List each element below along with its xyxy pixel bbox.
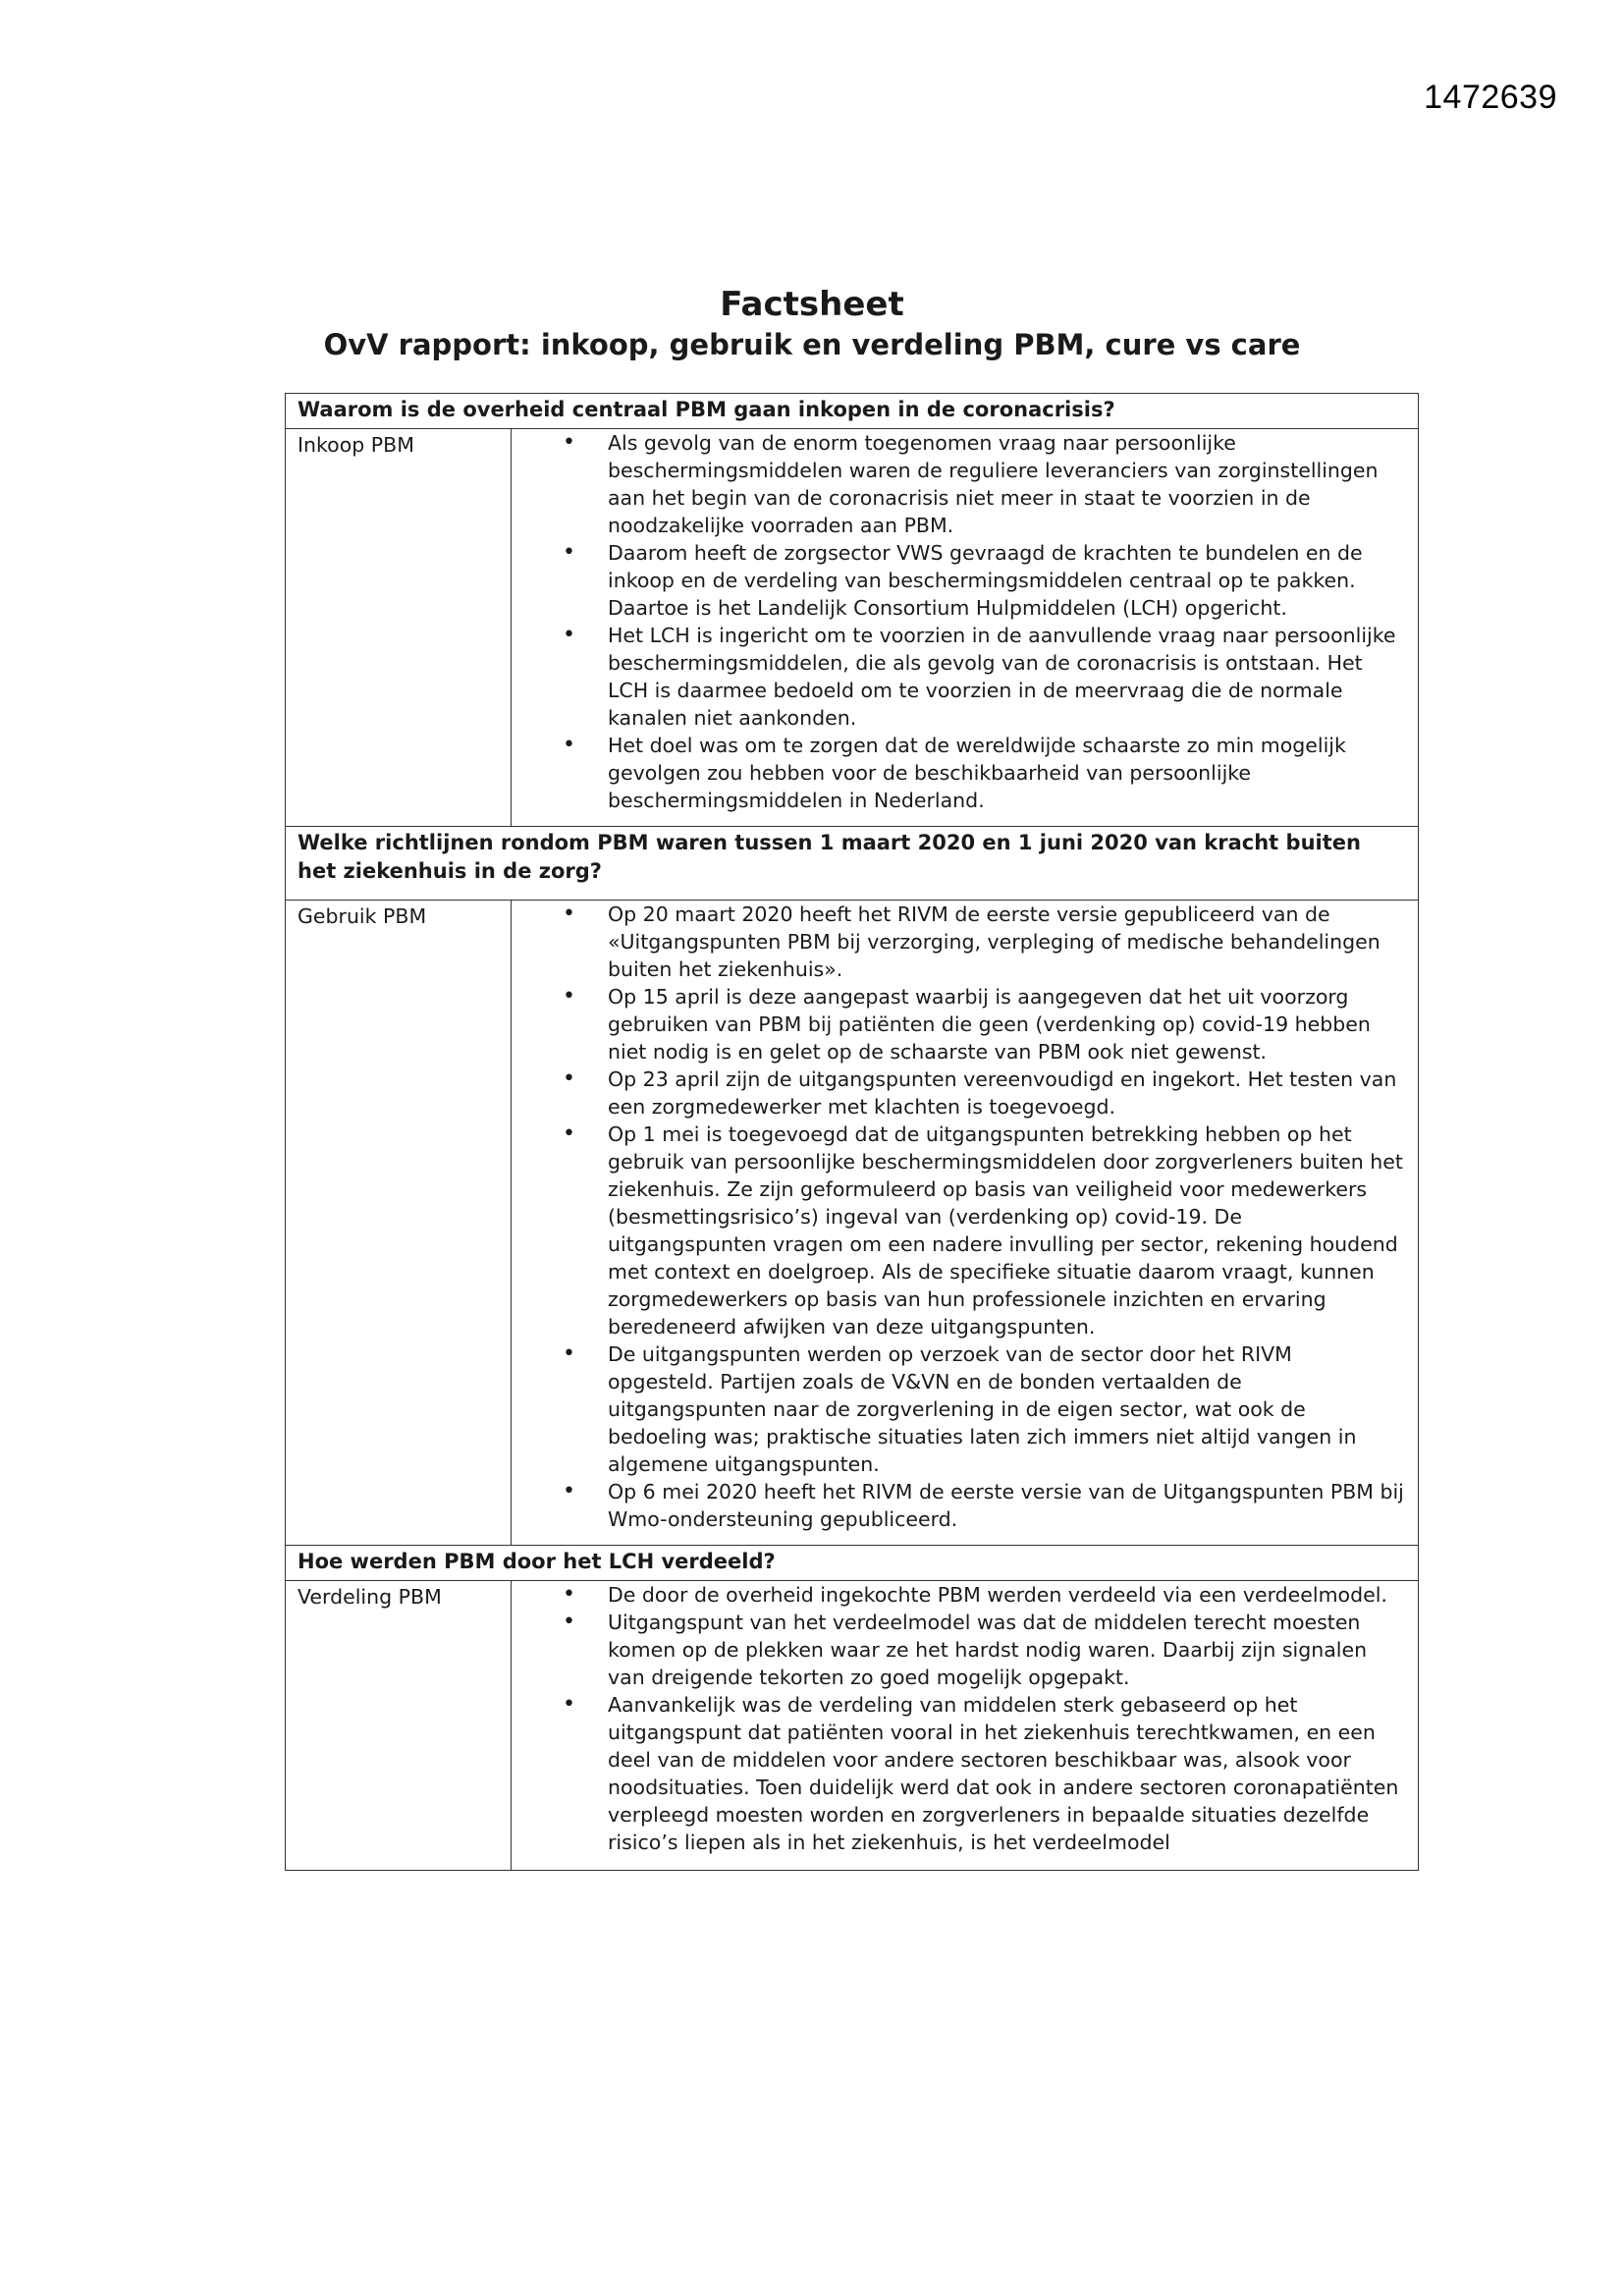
question-row [286,827,1419,901]
page-subtitle: OvV rapport: inkoop, gebruik en verdeling PBM, cure vs care [323,328,1301,361]
document-number: 1472639 [1424,79,1557,116]
bullet-list [512,901,1404,1533]
question-heading: Hoe werden PBM door het LCH verdeeld? [286,1546,1419,1581]
list-item: • Aanvankelijk was de verdeling van middelen sterk gebaseerd op het uitgangspunt dat patiënten vooral in het ziekenhuis terechtkwamen, en een deel van de middelen voor andere sectoren beschikbaar was, alsook voor noodsituaties. Toen duidelijk werd dat ook in andere sectoren coronapatiënten verpleegd moesten worden en zorgverleners in bepaalde situaties dezelfde risico’s liepen als in het ziekenhuis, is het verdeelmodel [512,1691,1404,1856]
topic-label: Gebruik PBM [286,901,512,1546]
question-row [286,394,1419,429]
list-item: • De door de overheid ingekochte PBM werden verdeeld via een verdeelmodel. [512,1581,1404,1609]
question-heading: Welke richtlijnen rondom PBM waren tussen 1 maart 2020 en 1 juni 2020 van kracht buiten het ziekenhuis in de zorg? [286,827,1419,901]
answer-row [286,429,1419,827]
answer-row [286,901,1419,1546]
list-item: • Daarom heeft de zorgsector VWS gevraagd de krachten te bundelen en de inkoop en de verdeling van beschermingsmiddelen centraal op te pakken. Daartoe is het Landelijk Consortium Hulpmiddelen (LCH) opgericht. [512,539,1404,622]
topic-label: Verdeling PBM [286,1581,512,1871]
question-heading: Waarom is de overheid centraal PBM gaan inkopen in de coronacrisis? [286,394,1419,429]
list-item: • Op 6 mei 2020 heeft het RIVM de eerste versie van de Uitgangspunten PBM bij Wmo-ondersteuning gepubliceerd. [512,1478,1404,1533]
title-block [0,285,1624,363]
factsheet-table [285,393,1419,1871]
list-item: • Op 23 april zijn de uitgangspunten vereenvoudigd en ingekort. Het testen van een zorgmedewerker met klachten is toegevoegd. [512,1066,1404,1121]
page-title: Factsheet [720,285,904,324]
answer-row [286,1581,1419,1871]
list-item: • Het LCH is ingericht om te voorzien in de aanvullende vraag naar persoonlijke beschermingsmiddelen, die als gevolg van de coronacrisis is ontstaan. Het LCH is daarmee bedoeld om te voorzien in de meervraag die de normale kanalen niet aankonden. [512,622,1404,732]
answer-content [512,429,1419,827]
list-item: • Op 1 mei is toegevoegd dat de uitgangspunten betrekking hebben op het gebruik van persoonlijke beschermingsmiddelen door zorgverleners buiten het ziekenhuis. Ze zijn geformuleerd op basis van veiligheid voor medewerkers (besmettingsrisico’s) ingeval van (verdenking op) covid-19. De uitgangspunten vragen om een nadere invulling per sector, rekening houdend met context en doelgroep. Als de specifieke situatie daarom vraagt, kunnen zorgmedewerkers op basis van hun professionele inzichten en ervaring beredeneerd afwijken van deze uitgangspunten. [512,1121,1404,1340]
list-item: • Als gevolg van de enorm toegenomen vraag naar persoonlijke beschermingsmiddelen waren de reguliere leveranciers van zorginstellingen aan het begin van de coronacrisis niet meer in staat te voorzien in de noodzakelijke voorraden aan PBM. [512,429,1404,539]
topic-label: Inkoop PBM [286,429,512,827]
bullet-list [512,429,1404,814]
list-item: • Uitgangspunt van het verdeelmodel was dat de middelen terecht moesten komen op de plekken waar ze het hardst nodig waren. Daarbij zijn signalen van dreigende tekorten zo goed mogelijk opgepakt. [512,1609,1404,1691]
bullet-list [512,1581,1404,1856]
list-item: • Op 20 maart 2020 heeft het RIVM de eerste versie gepubliceerd van de «Uitgangspunten PBM bij verzorging, verpleging of medische behandelingen buiten het ziekenhuis». [512,901,1404,983]
question-row [286,1546,1419,1581]
list-item: • De uitgangspunten werden op verzoek van de sector door het RIVM opgesteld. Partijen zoals de V&VN en de bonden vertaalden de uitgangspunten naar de zorgverlening in de eigen sector, wat ook de bedoeling was; praktische situaties laten zich immers niet altijd vangen in algemene uitgangspunten. [512,1340,1404,1478]
list-item: • Op 15 april is deze aangepast waarbij is aangegeven dat het uit voorzorg gebruiken van PBM bij patiënten die geen (verdenking op) covid-19 hebben niet nodig is en gelet op de schaarste van PBM ook niet gewenst. [512,983,1404,1066]
answer-content [512,901,1419,1546]
list-item: • Het doel was om te zorgen dat de wereldwijde schaarste zo min mogelijk gevolgen zou hebben voor de beschikbaarheid van persoonlijke beschermingsmiddelen in Nederland. [512,732,1404,814]
answer-content [512,1581,1419,1871]
